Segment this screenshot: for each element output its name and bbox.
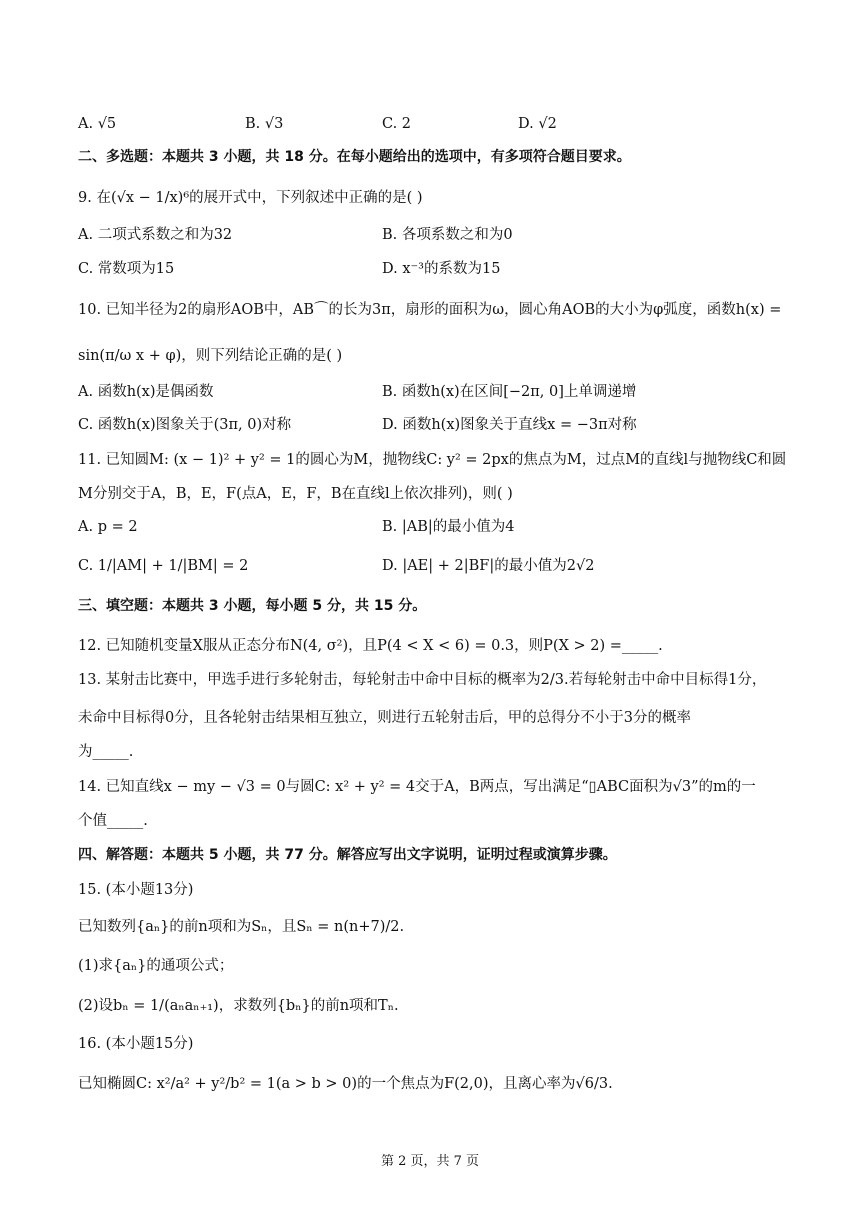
question-13-line3: 为_____.: [78, 744, 134, 760]
q11-option-b: B. |AB|的最小值为4: [382, 519, 515, 535]
question-11-stem-line1: 11. 已知圆M: (x − 1)² + y² = 1的圆心为M，抛物线C: y² = 2px的焦点为M，过点M的直线l与抛物线C和圆: [78, 452, 787, 468]
section-heading-multiple-choice: 二、多选题：本题共 3 小题，共 18 分。在每小题给出的选项中，有多项符合题目要求。: [78, 149, 631, 165]
q11-option-d: D. |AE| + 2|BF|的最小值为2√2: [382, 558, 595, 574]
q9-option-c: C. 常数项为15: [78, 261, 175, 277]
question-15-part1: (1)求{aₙ}的通项公式；: [78, 958, 234, 974]
question-16-line1: 已知椭圆C: x²/a² + y²/b² = 1(a > b > 0)的一个焦点为F(2,0)，且离心率为√6/3.: [78, 1076, 613, 1092]
question-16-header: 16. (本小题15分): [78, 1036, 194, 1052]
q10-option-c: C. 函数h(x)图象关于(3π, 0)对称: [78, 417, 292, 433]
q10-option-b: B. 函数h(x)在区间[−2π, 0]上单调递增: [382, 384, 637, 400]
question-14-line1: 14. 已知直线x − my − √3 = 0与圆C: x² + y² = 4交于A，B两点，写出满足“▯ABC面积为√3”的m的一: [78, 779, 756, 795]
question-11-stem-line2: M分别交于A，B，E，F(点A，E，F，B在直线l上依次排列)，则( ): [78, 486, 513, 502]
q8-option-d: D. √2: [518, 116, 557, 132]
question-10-stem-line2: sin(π/ω x + φ)，则下列结论正确的是( ): [78, 348, 343, 364]
page-number-label: 第 2 页，共 7 页: [380, 1154, 480, 1169]
q11-option-a: A. p = 2: [78, 519, 138, 535]
q11-option-c: C. 1/|AM| + 1/|BM| = 2: [78, 558, 249, 574]
question-10-stem-line1: 10. 已知半径为2的扇形AOB中，AB⌒的长为3π，扇形的面积为ω，圆心角AOB的大小为φ弧度，函数h(x) =: [78, 302, 782, 318]
q10-option-a: A. 函数h(x)是偶函数: [78, 384, 214, 400]
question-12: 12. 已知随机变量X服从正态分布N(4, σ²)，且P(4 < X < 6) = 0.3，则P(X > 2) =_____.: [78, 638, 663, 654]
page-footer: [0, 1150, 860, 1169]
q8-option-c: C. 2: [382, 116, 412, 132]
q9-option-d: D. x⁻³的系数为15: [382, 261, 501, 277]
question-9-stem: 9. 在(√x − 1/x)⁶的展开式中，下列叙述中正确的是( ): [78, 190, 423, 206]
question-14-line2: 个值_____.: [78, 813, 148, 829]
q8-option-b: B. √3: [245, 116, 284, 132]
question-15-part2: (2)设bₙ = 1/(aₙaₙ₊₁)，求数列{bₙ}的前n项和Tₙ.: [78, 998, 399, 1014]
q10-option-d: D. 函数h(x)图象关于直线x = −3π对称: [382, 417, 637, 433]
q8-option-a: A. √5: [78, 116, 117, 132]
question-13-line1: 13. 某射击比赛中，甲选手进行多轮射击，每轮射击中命中目标的概率为2/3.若每轮射击中命中目标得1分，: [78, 672, 767, 688]
question-13-line2: 未命中目标得0分，且各轮射击结果相互独立，则进行五轮射击后，甲的总得分不小于3分的概率: [78, 710, 691, 726]
question-15-header: 15. (本小题13分): [78, 882, 194, 898]
q9-option-a: A. 二项式系数之和为32: [78, 227, 233, 243]
section-heading-solutions: 四、解答题：本题共 5 小题，共 77 分。解答应写出文字说明，证明过程或演算步骤。: [78, 847, 617, 863]
question-15-line1: 已知数列{aₙ}的前n项和为Sₙ，且Sₙ = n(n+7)/2.: [78, 919, 405, 935]
section-heading-fill-in: 三、填空题：本题共 3 小题，每小题 5 分，共 15 分。: [78, 598, 427, 614]
q9-option-b: B. 各项系数之和为0: [382, 227, 513, 243]
